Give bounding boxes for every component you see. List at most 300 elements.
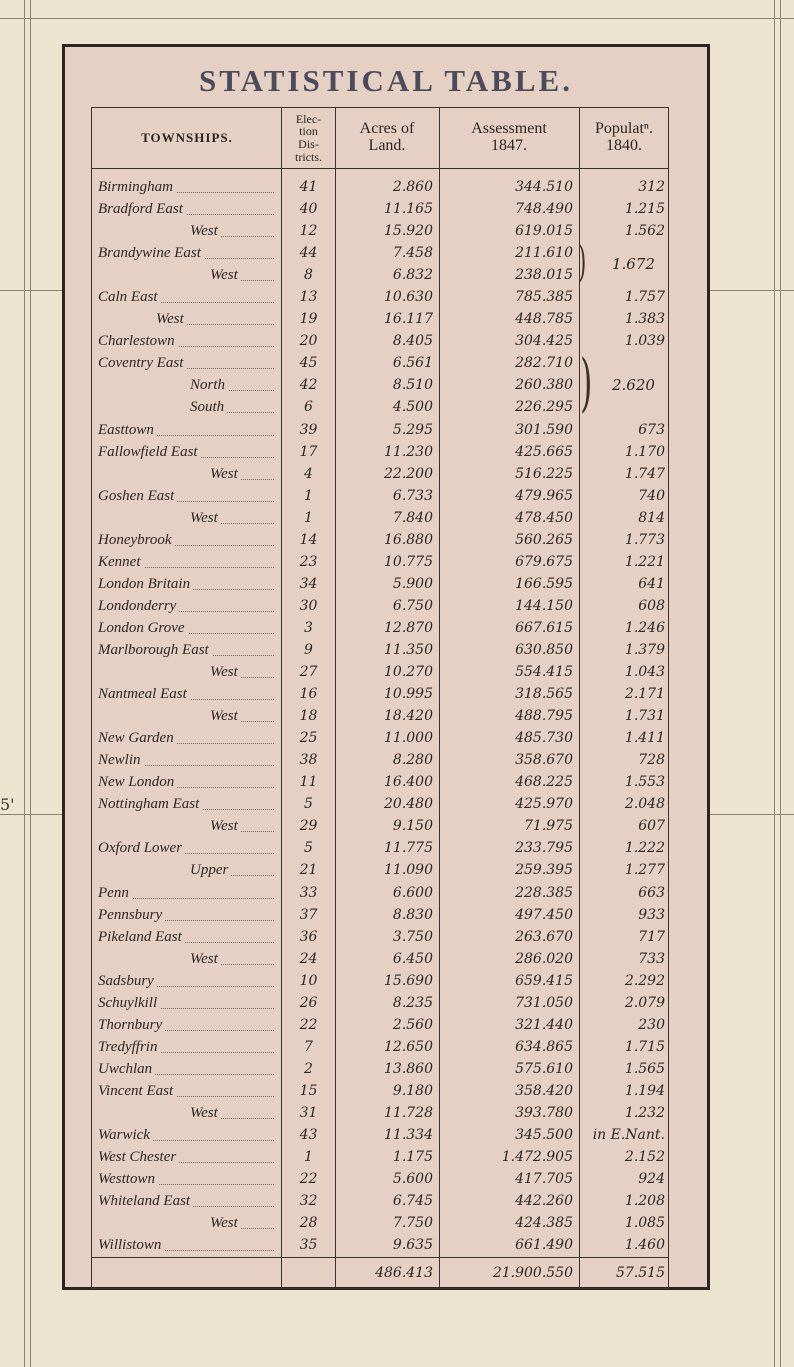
population-value: 733 <box>638 950 665 967</box>
table-row <box>92 1036 668 1058</box>
acres-value: 11.165 <box>384 201 433 218</box>
acres-value: 6.745 <box>392 1193 433 1210</box>
township-name: Schuylkill <box>98 995 160 1011</box>
township-name: West <box>210 1215 241 1231</box>
township-cell <box>98 948 278 970</box>
election-district: 9 <box>304 641 313 658</box>
bracket-icon: ) <box>580 346 593 420</box>
election-district: 10 <box>299 972 318 989</box>
assessment-value: 166.595 <box>515 575 573 592</box>
acres-value: 8.830 <box>392 906 433 923</box>
township-name: Tredyffrin <box>98 1039 160 1055</box>
township-name: West <box>190 510 221 526</box>
township-cell <box>98 617 278 639</box>
election-district: 26 <box>299 994 318 1011</box>
acres-value: 6.733 <box>392 487 433 504</box>
acres-value: 7.840 <box>392 509 433 526</box>
township-name: Pennsbury <box>98 907 165 923</box>
population-value: 230 <box>638 1016 665 1033</box>
statistical-table <box>62 44 710 1290</box>
population-value: 2.292 <box>624 972 665 989</box>
acres-value: 11.090 <box>384 862 433 879</box>
election-district: 36 <box>299 928 318 945</box>
assessment-value: 630.850 <box>515 641 573 658</box>
table-title: STATISTICAL TABLE. <box>199 63 573 98</box>
population-value: 717 <box>638 928 665 945</box>
township-cell <box>98 352 278 374</box>
population-value: 1.379 <box>624 641 665 658</box>
election-district: 2 <box>304 1060 313 1077</box>
township-cell <box>98 705 278 727</box>
assessment-value: 468.225 <box>515 774 573 791</box>
township-name: Brandywine East <box>98 245 204 261</box>
township-name: New London <box>98 774 177 790</box>
acres-value: 20.480 <box>384 796 433 813</box>
acres-value: 12.870 <box>384 619 433 636</box>
township-name: Fallowfield East <box>98 444 201 460</box>
township-name: Londonderry <box>98 598 179 614</box>
acres-value: 10.995 <box>384 686 433 703</box>
header-rule <box>92 168 668 169</box>
population-value: 924 <box>638 1171 665 1188</box>
acres-value: 2.860 <box>392 179 433 195</box>
election-district: 28 <box>299 1215 318 1232</box>
table-row <box>92 859 668 881</box>
table-row <box>92 1014 668 1036</box>
assessment-value: 226.295 <box>515 399 573 416</box>
assessment-value: 560.265 <box>515 531 573 548</box>
population-value: 1.208 <box>624 1193 665 1210</box>
township-name: West <box>210 708 241 724</box>
acres-value: 10.270 <box>384 664 433 681</box>
table-row <box>92 815 668 837</box>
grid-tick-right-2 <box>710 814 794 815</box>
table-row <box>92 727 668 749</box>
table-row <box>92 970 668 992</box>
table-row <box>92 485 668 507</box>
township-cell <box>98 904 278 926</box>
header-election-districts <box>282 108 335 168</box>
township-cell <box>98 882 278 904</box>
township-name: Easttown <box>98 422 157 438</box>
assessment-value: 144.150 <box>515 597 573 614</box>
township-name: Oxford Lower <box>98 840 185 856</box>
population-value: 1.553 <box>624 774 665 791</box>
assessment-value: 748.490 <box>515 201 573 218</box>
population-value: 1.170 <box>624 443 665 460</box>
election-district: 37 <box>299 906 318 923</box>
grid-tick-left <box>0 290 62 291</box>
election-district: 8 <box>304 267 313 284</box>
township-name: Uwchlan <box>98 1061 155 1077</box>
township-cell <box>98 837 278 859</box>
election-district: 18 <box>299 708 318 725</box>
bracket-icon: ) <box>578 237 587 287</box>
table-row <box>92 1212 668 1234</box>
acres-value: 11.728 <box>384 1104 433 1121</box>
assessment-value: 425.970 <box>515 796 573 813</box>
population-value: 607 <box>638 818 665 835</box>
population-value: 608 <box>638 597 665 614</box>
assessment-value: 260.380 <box>515 377 573 394</box>
assessment-value: 575.610 <box>515 1060 573 1077</box>
assessment-value: 344.510 <box>515 179 573 195</box>
acres-value: 5.295 <box>392 421 433 438</box>
table-row <box>92 661 668 683</box>
township-cell <box>98 529 278 551</box>
table-row <box>92 507 668 529</box>
election-district: 15 <box>299 1082 318 1099</box>
township-cell <box>98 1058 278 1080</box>
election-district: 12 <box>299 223 318 240</box>
assessment-value: 661.490 <box>515 1237 573 1254</box>
township-cell <box>98 374 278 396</box>
acres-value: 16.117 <box>384 311 433 328</box>
township-cell <box>98 396 278 418</box>
township-name: West <box>190 951 221 967</box>
table-row <box>92 1168 668 1190</box>
total-acres: 486.413 <box>375 1265 433 1281</box>
table-row <box>92 1058 668 1080</box>
table-row <box>92 1102 668 1124</box>
township-cell <box>98 264 278 286</box>
population-value: 1.246 <box>624 619 665 636</box>
township-name: West <box>190 223 221 239</box>
acres-value: 16.400 <box>384 774 433 791</box>
township-name: Honeybrook <box>98 532 175 548</box>
population-value: 663 <box>638 884 665 901</box>
population-value: 2.171 <box>624 686 665 703</box>
assessment-value: 321.440 <box>515 1016 573 1033</box>
table-row <box>92 882 668 904</box>
population-value: 933 <box>638 906 665 923</box>
election-district: 16 <box>299 686 318 703</box>
election-district: 42 <box>299 377 318 394</box>
township-name: Birmingham <box>98 179 176 195</box>
acres-value: 9.635 <box>392 1237 433 1254</box>
assessment-value: 731.050 <box>515 994 573 1011</box>
table-row <box>92 198 668 220</box>
population-value: 1.215 <box>624 201 665 218</box>
acres-value: 15.920 <box>384 223 433 240</box>
election-district: 21 <box>299 862 318 879</box>
grid-tick-right <box>710 290 794 291</box>
population-value: 740 <box>638 487 665 504</box>
margin-rule-left-outer <box>24 0 25 1367</box>
table-row <box>92 551 668 573</box>
township-cell <box>98 639 278 661</box>
township-cell <box>98 1036 278 1058</box>
header-townships <box>92 108 282 168</box>
table-row <box>92 904 668 926</box>
header-election-text: Elec- tion Dis- tricts. <box>295 111 322 164</box>
township-cell <box>98 793 278 815</box>
acres-value: 3.750 <box>392 928 433 945</box>
population-value: 1.562 <box>624 223 665 240</box>
election-district: 3 <box>304 619 313 636</box>
township-cell <box>98 992 278 1014</box>
population-value: 1.232 <box>624 1104 665 1121</box>
table-row <box>92 771 668 793</box>
township-cell <box>98 485 278 507</box>
assessment-value: 619.015 <box>515 223 573 240</box>
margin-degree-mark: 5' <box>0 795 15 814</box>
population-value: 1.773 <box>624 531 665 548</box>
table-row <box>92 617 668 639</box>
assessment-value: 417.705 <box>515 1171 573 1188</box>
assessment-value: 679.675 <box>515 553 573 570</box>
assessment-value: 554.415 <box>515 664 573 681</box>
table-row <box>92 1124 668 1146</box>
township-cell <box>98 749 278 771</box>
assessment-value: 358.670 <box>515 752 573 769</box>
township-name: West <box>210 466 241 482</box>
population-value: 814 <box>638 509 665 526</box>
election-district: 35 <box>299 1237 318 1254</box>
township-cell <box>98 176 278 198</box>
election-district: 44 <box>299 245 318 262</box>
township-name: Kennet <box>98 554 144 570</box>
election-district: 20 <box>299 333 318 350</box>
assessment-value: 238.015 <box>515 267 573 284</box>
township-name: North <box>190 377 228 393</box>
acres-value: 2.560 <box>392 1016 433 1033</box>
population-value: 1.747 <box>624 465 665 482</box>
election-district: 17 <box>299 443 318 460</box>
population-value: 1.222 <box>624 840 665 857</box>
election-district: 31 <box>299 1104 318 1121</box>
township-cell <box>98 419 278 441</box>
assessment-value: 318.565 <box>515 686 573 703</box>
election-district: 23 <box>299 553 318 570</box>
election-district: 5 <box>304 840 313 857</box>
table-row <box>92 1190 668 1212</box>
population-value: 1.731 <box>624 708 665 725</box>
header-population <box>579 108 669 168</box>
assessment-value: 1.472.905 <box>501 1149 573 1166</box>
assessment-value: 233.795 <box>515 840 573 857</box>
population-value: 1.715 <box>624 1038 665 1055</box>
table-row <box>92 1146 668 1168</box>
assessment-value: 424.385 <box>515 1215 573 1232</box>
election-district: 19 <box>299 311 318 328</box>
table-row <box>92 308 668 330</box>
assessment-value: 442.260 <box>515 1193 573 1210</box>
assessment-value: 478.450 <box>515 509 573 526</box>
population-value: 1.757 <box>624 289 665 306</box>
township-cell <box>98 1102 278 1124</box>
township-cell <box>98 970 278 992</box>
election-district: 22 <box>299 1171 318 1188</box>
table-row <box>92 992 668 1014</box>
township-cell <box>98 242 278 264</box>
table-row <box>92 419 668 441</box>
acres-value: 4.500 <box>392 399 433 416</box>
assessment-value: 393.780 <box>515 1104 573 1121</box>
township-name: West <box>190 1105 221 1121</box>
population-value: 641 <box>638 575 665 592</box>
table-row <box>92 705 668 727</box>
table-row <box>92 286 668 308</box>
acres-value: 6.832 <box>392 267 433 284</box>
assessment-value: 304.425 <box>515 333 573 350</box>
assessment-value: 345.500 <box>515 1127 573 1144</box>
population-value: 1.411 <box>624 730 665 747</box>
assessment-value: 479.965 <box>515 487 573 504</box>
township-cell <box>98 1080 278 1102</box>
election-district: 5 <box>304 796 313 813</box>
township-name: Pikeland East <box>98 929 185 945</box>
township-name: Westtown <box>98 1171 158 1187</box>
assessment-value: 634.865 <box>515 1038 573 1055</box>
township-name: Willistown <box>98 1237 164 1253</box>
assessment-value: 667.615 <box>515 619 573 636</box>
table-row <box>92 749 668 771</box>
population-value: 1.460 <box>624 1237 665 1254</box>
township-name: Warwick <box>98 1127 153 1143</box>
table-row <box>92 1234 668 1256</box>
acres-value: 10.775 <box>384 553 433 570</box>
township-name: London Britain <box>98 576 193 592</box>
election-district: 24 <box>299 950 318 967</box>
township-name: Penn <box>98 885 132 901</box>
acres-value: 5.900 <box>392 575 433 592</box>
election-district: 40 <box>299 201 318 218</box>
election-district: 30 <box>299 597 318 614</box>
acres-value: 6.750 <box>392 597 433 614</box>
township-name: West <box>210 818 241 834</box>
township-name: West <box>210 664 241 680</box>
township-cell <box>98 507 278 529</box>
election-district: 7 <box>304 1038 313 1055</box>
header-assessment <box>439 108 579 168</box>
assessment-value: 516.225 <box>515 465 573 482</box>
grid-tick-left-2 <box>0 814 62 815</box>
margin-rule-right <box>774 0 775 1367</box>
population-value: 2.152 <box>624 1149 665 1166</box>
election-district: 4 <box>304 465 313 482</box>
population-value: 673 <box>638 421 665 438</box>
population-value: 1.039 <box>624 333 665 350</box>
acres-value: 11.350 <box>384 641 433 658</box>
township-name: Bradford East <box>98 201 186 217</box>
township-name: Thornbury <box>98 1017 165 1033</box>
population-value: 1.085 <box>624 1215 665 1232</box>
acres-value: 8.235 <box>392 994 433 1011</box>
margin-rule-right-outer <box>780 0 781 1367</box>
assessment-value: 425.665 <box>515 443 573 460</box>
election-district: 1 <box>304 1149 313 1166</box>
table-row <box>92 441 668 463</box>
table-row <box>92 529 668 551</box>
assessment-value: 785.385 <box>515 289 573 306</box>
acres-value: 11.775 <box>384 840 433 857</box>
township-cell <box>98 859 278 881</box>
township-cell <box>98 1168 278 1190</box>
assessment-value: 282.710 <box>515 355 573 372</box>
township-name: London Grove <box>98 620 188 636</box>
assessment-value: 263.670 <box>515 928 573 945</box>
election-district: 1 <box>304 487 313 504</box>
margin-rule-top <box>0 18 794 19</box>
total-population: 57.515 <box>616 1265 665 1281</box>
township-cell <box>98 595 278 617</box>
township-name: Nottingham East <box>98 796 202 812</box>
township-cell <box>98 1014 278 1036</box>
election-district: 11 <box>299 774 318 791</box>
township-cell <box>98 926 278 948</box>
assessment-value: 286.020 <box>515 950 573 967</box>
township-cell <box>98 1146 278 1168</box>
election-district: 29 <box>299 818 318 835</box>
table-row <box>92 595 668 617</box>
election-district: 22 <box>299 1016 318 1033</box>
election-district: 13 <box>299 289 318 306</box>
acres-value: 22.200 <box>384 465 433 482</box>
township-cell <box>98 551 278 573</box>
election-district: 34 <box>299 575 318 592</box>
acres-value: 1.175 <box>392 1149 433 1166</box>
header-assessment-text: Assessment 1847. <box>471 120 547 154</box>
header-townships-text: TOWNSHIPS. <box>141 130 233 146</box>
population-value: 1.277 <box>624 862 665 879</box>
assessment-value: 659.415 <box>515 972 573 989</box>
township-name: Vincent East <box>98 1083 176 1099</box>
assessment-value: 358.420 <box>515 1082 573 1099</box>
population-value: 1.565 <box>624 1060 665 1077</box>
township-name: Upper <box>190 862 231 878</box>
table-row <box>92 948 668 970</box>
acres-value: 7.750 <box>392 1215 433 1232</box>
township-cell <box>98 661 278 683</box>
acres-value: 6.600 <box>392 884 433 901</box>
township-cell <box>98 727 278 749</box>
township-name: Newlin <box>98 752 144 768</box>
acres-value: 11.000 <box>384 730 433 747</box>
acres-value: 11.334 <box>384 1127 433 1144</box>
assessment-value: 71.975 <box>524 818 573 835</box>
election-district: 27 <box>299 664 318 681</box>
acres-value: 9.180 <box>392 1082 433 1099</box>
table-row <box>92 176 668 198</box>
assessment-value: 497.450 <box>515 906 573 923</box>
table-row <box>92 837 668 859</box>
election-district: 41 <box>299 179 318 195</box>
table-row <box>92 683 668 705</box>
township-name: Coventry East <box>98 355 186 371</box>
township-cell <box>98 220 278 242</box>
population-value: 1.221 <box>624 553 665 570</box>
acres-value: 7.458 <box>392 245 433 262</box>
table-row <box>92 1080 668 1102</box>
margin-rule-left <box>30 0 31 1367</box>
table-row <box>92 639 668 661</box>
township-cell <box>98 815 278 837</box>
township-cell <box>98 330 278 352</box>
population-value: 1.383 <box>624 311 665 328</box>
election-district: 6 <box>304 399 313 416</box>
population-value: 728 <box>638 752 665 769</box>
township-name: West <box>210 267 241 283</box>
assessment-value: 488.795 <box>515 708 573 725</box>
acres-value: 10.630 <box>384 289 433 306</box>
election-district: 38 <box>299 752 318 769</box>
election-district: 43 <box>299 1127 318 1144</box>
table-row <box>92 573 668 595</box>
township-cell <box>98 1190 278 1212</box>
township-name: Charlestown <box>98 333 178 349</box>
acres-value: 6.561 <box>392 355 433 372</box>
